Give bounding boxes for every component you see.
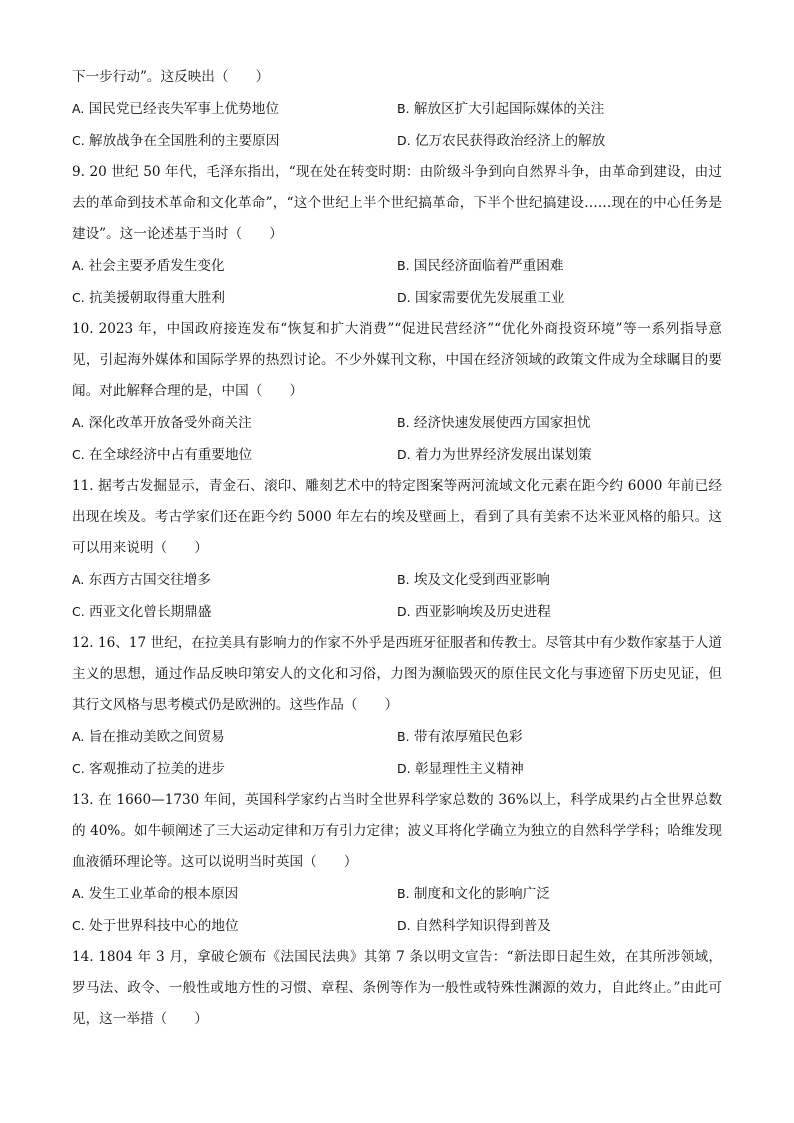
question-block — [72, 942, 722, 1035]
option-a — [72, 878, 397, 910]
option-b — [397, 878, 722, 910]
option-letter: C. — [72, 761, 85, 776]
option-text: 西亚文化曾长期鼎盛 — [89, 604, 212, 620]
option-b — [397, 93, 722, 125]
option-text: 埃及文化受到西亚影响 — [413, 572, 550, 588]
option-letter: B. — [397, 415, 410, 430]
option-c — [72, 282, 397, 314]
option-letter: C. — [72, 133, 85, 148]
option-text: 自然科学知识得到普及 — [414, 918, 551, 934]
options-grid — [72, 250, 722, 314]
option-letter: D. — [397, 604, 411, 619]
question-stem: 12. 16、17 世纪，在拉美具有影响力的作家不外乎是西班牙征服者和传教士。尽管其中有少数作家基于人道主义的思想，通过作品反映印第安人的文化和习俗，力图为濒临毁灭的原住民文化与事迹留下历史见证，但其行文风格与思考模式仍是欧洲的。这些作品（ ） — [72, 635, 722, 713]
option-letter: A. — [72, 729, 85, 744]
option-text: 解放战争在全国胜利的主要原因 — [89, 133, 280, 149]
options-grid — [72, 564, 722, 628]
options-grid — [72, 878, 722, 942]
option-letter: A. — [72, 258, 85, 273]
option-letter: B. — [397, 886, 410, 901]
options-grid — [72, 93, 722, 157]
option-d — [397, 282, 722, 314]
option-c — [72, 439, 397, 471]
question-block — [72, 62, 722, 157]
option-letter: C. — [72, 290, 85, 305]
option-text: 西亚影响埃及历史进程 — [414, 604, 551, 620]
option-text: 制度和文化的影响广泛 — [413, 886, 550, 902]
option-text: 东西方古国交往增多 — [88, 572, 211, 588]
option-letter: C. — [72, 918, 85, 933]
option-a — [72, 250, 397, 282]
option-letter: D. — [397, 918, 411, 933]
option-b — [397, 407, 722, 439]
option-text: 深化改革开放备受外商关注 — [88, 415, 252, 431]
option-letter: D. — [397, 290, 411, 305]
option-c — [72, 753, 397, 785]
option-text: 发生工业革命的根本原因 — [88, 886, 239, 902]
option-text: 带有浓厚殖民色彩 — [413, 729, 523, 745]
option-letter: D. — [397, 761, 411, 776]
question-block — [72, 785, 722, 942]
question-stem: 11. 据考古发掘显示，青金石、滚印、雕刻艺术中的特定图案等两河流域文化元素在距今约 6000 年前已经出现在埃及。考古学家们还在距今约 5000 年左右的埃及壁画上，看到了具有美索不达米亚风格的船只。这可以用来说明（ ） — [72, 478, 722, 556]
option-c — [72, 596, 397, 628]
option-letter: A. — [72, 572, 85, 587]
question-stem: 9. 20 世纪 50 年代，毛泽东指出，“现在处在转变时期：由阶级斗争到向自然界斗争，由革命到建设，由过去的革命到技术革命和文化革命”，“这个世纪上半个世纪搞革命，下半个世纪搞建设……现在的中心任务是建设”。这一论述基于当时（ ） — [72, 164, 722, 242]
question-block — [72, 314, 722, 471]
option-text: 国民党已经丧失军事上优势地位 — [88, 101, 279, 117]
option-letter: A. — [72, 415, 85, 430]
option-text: 彰显理性主义精神 — [414, 761, 524, 777]
options-grid — [72, 721, 722, 785]
option-text: 客观推动了拉美的进步 — [89, 761, 225, 777]
question-block — [72, 471, 722, 628]
option-text: 亿万农民获得政治经济上的解放 — [414, 133, 606, 149]
option-letter: B. — [397, 101, 410, 116]
option-c — [72, 910, 397, 942]
option-text: 在全球经济中占有重要地位 — [89, 447, 253, 463]
question-stem: 13. 在 1660—1730 年间，英国科学家约占当时全世界科学家总数的 36%以上，科学成果约占全世界总数的 40%。如牛顿阐述了三大运动定律和万有引力定律；波义耳将化学确立为独立的自然科学学科；哈维发现血液循环理论等。这可以说明当时英国（ ） — [72, 792, 722, 870]
option-letter: B. — [397, 258, 410, 273]
option-text: 经济快速发展使西方国家担忧 — [413, 415, 591, 431]
option-d — [397, 910, 722, 942]
option-text: 解放区扩大引起国际媒体的关注 — [413, 101, 605, 117]
option-letter: B. — [397, 729, 410, 744]
option-letter: A. — [72, 101, 85, 116]
option-letter: A. — [72, 886, 85, 901]
option-letter: D. — [397, 133, 411, 148]
option-a — [72, 93, 397, 125]
option-text: 社会主要矛盾发生变化 — [88, 258, 225, 274]
option-a — [72, 564, 397, 596]
option-d — [397, 753, 722, 785]
option-d — [397, 439, 722, 471]
option-letter: D. — [397, 447, 411, 462]
option-c — [72, 125, 397, 157]
question-stem: 10. 2023 年，中国政府接连发布“恢复和扩大消费”“促进民营经济”“优化外商投资环境”等一系列指导意见，引起海外媒体和国际学界的热烈讨论。不少外媒刊文称，中国在经济领域的政策文件成为全球瞩目的要闻。对此解释合理的是，中国（ ） — [72, 321, 722, 399]
option-b — [397, 721, 722, 753]
option-text: 国民经济面临着严重困难 — [413, 258, 564, 274]
option-letter: B. — [397, 572, 410, 587]
option-letter: C. — [72, 604, 85, 619]
question-stem: 14. 1804 年 3 月，拿破仑颁布《法国民法典》其第 7 条以明文宣告：“新法即日起生效，在其所涉领域，罗马法、政令、一般性或地方性的习惯、章程、条例等作为一般性或特殊性渊源的效力，自此终止。”由此可见，这一举措（ ） — [72, 949, 722, 1027]
option-d — [397, 596, 722, 628]
option-a — [72, 407, 397, 439]
question-block — [72, 628, 722, 785]
option-letter: C. — [72, 447, 85, 462]
question-list — [72, 62, 722, 1035]
question-block — [72, 157, 722, 314]
question-stem: 下一步行动”。这反映出（ ） — [72, 69, 270, 85]
option-text: 抗美援朝取得重大胜利 — [89, 290, 225, 306]
option-b — [397, 564, 722, 596]
option-text: 国家需要优先发展重工业 — [414, 290, 565, 306]
option-b — [397, 250, 722, 282]
option-a — [72, 721, 397, 753]
option-text: 处于世界科技中心的地位 — [89, 918, 239, 934]
option-d — [397, 125, 722, 157]
option-text: 旨在推动美欧之间贸易 — [88, 729, 225, 745]
options-grid — [72, 407, 722, 471]
option-text: 着力为世界经济发展出谋划策 — [414, 447, 592, 463]
